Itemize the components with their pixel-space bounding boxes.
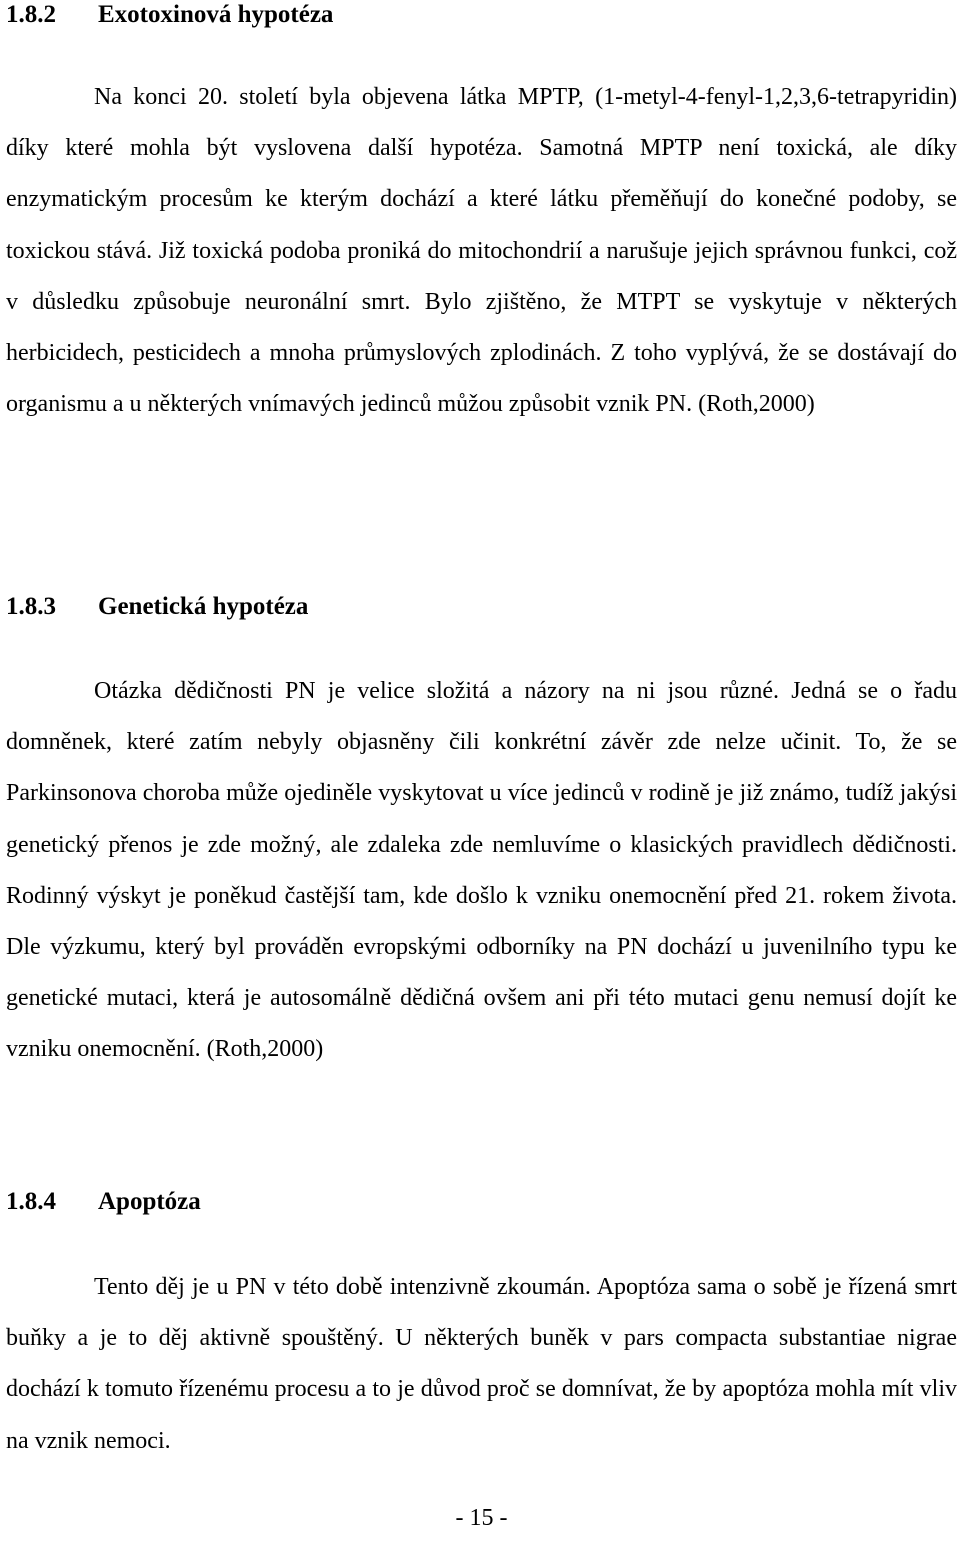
section-heading-1-8-2 xyxy=(6,0,333,30)
section-title: Genetická hypotéza xyxy=(98,593,309,620)
section-number: 1.8.4 xyxy=(6,1188,56,1215)
page-number: - 15 - xyxy=(455,1505,508,1531)
section-title: Exotoxinová hypotéza xyxy=(98,1,334,28)
section-heading-1-8-4 xyxy=(6,1187,201,1217)
section-number: 1.8.3 xyxy=(6,593,56,620)
document-page xyxy=(6,0,957,1543)
section-title: Apoptóza xyxy=(98,1188,201,1215)
section-paragraph-1-8-3: Otázka dědičnosti PN je velice složitá a názory na ni jsou různé. Jedná se o řadu domněnek, které zatím nebyly objasněny čili konkrétní závěr zde nelze učinit. To, že se Parkinsonova choroba může ojediněle vyskytovat u více jedinců v rodině je již známo, tudíž jakýsi genetický přenos je zde možný, ale zdaleka zde nemluvíme o klasických pravidlech dědičnosti. Rodinný výskyt je poněkud častější tam, kde došlo k vzniku onemocnění před 21. rokem života. Dle výzkumu, který byl prováděn evropskými odborníky na PN dochází u juvenilního typu ke genetické mutaci, která je autosomálně dědičná ovšem ani při této mutaci genu nemusí dojít ke vzniku onemocnění. (Roth,2000) xyxy=(6,678,957,1063)
section-number: 1.8.2 xyxy=(6,1,56,28)
section-paragraph-1-8-2: Na konci 20. století byla objevena látka MPTP, (1-metyl-4-fenyl-1,2,3,6-tetrapyridin) díky které mohla být vyslovena další hypotéza. Samotná MPTP není toxická, ale díky enzymatickým procesům ke kterým dochází a které látku přeměňují do konečné podoby, se toxickou stává. Již toxická podoba proniká do mitochondrií a narušuje jejich správnou funkci, což v důsledku způsobuje neuronální smrt. Bylo zjištěno, že MTPT se vyskytuje v některých herbicidech, pesticidech a mnoha průmyslových zplodinách. Z toho vyplývá, že se dostávají do organismu a u některých vnímavých jedinců můžou způsobit vznik PN. (Roth,2000) xyxy=(6,84,957,418)
section-paragraph-1-8-4: Tento děj je u PN v této době intenzivně zkoumán. Apoptóza sama o sobě je řízená smrt buňky a je to děj aktivně spouštěný. U některých buněk v pars compacta substantiae nigrae dochází k tomuto řízenému procesu a to je důvod proč se domnívat, že by apoptóza mohla mít vliv na vznik nemoci. xyxy=(6,1274,957,1454)
section-heading-1-8-3 xyxy=(6,592,308,622)
